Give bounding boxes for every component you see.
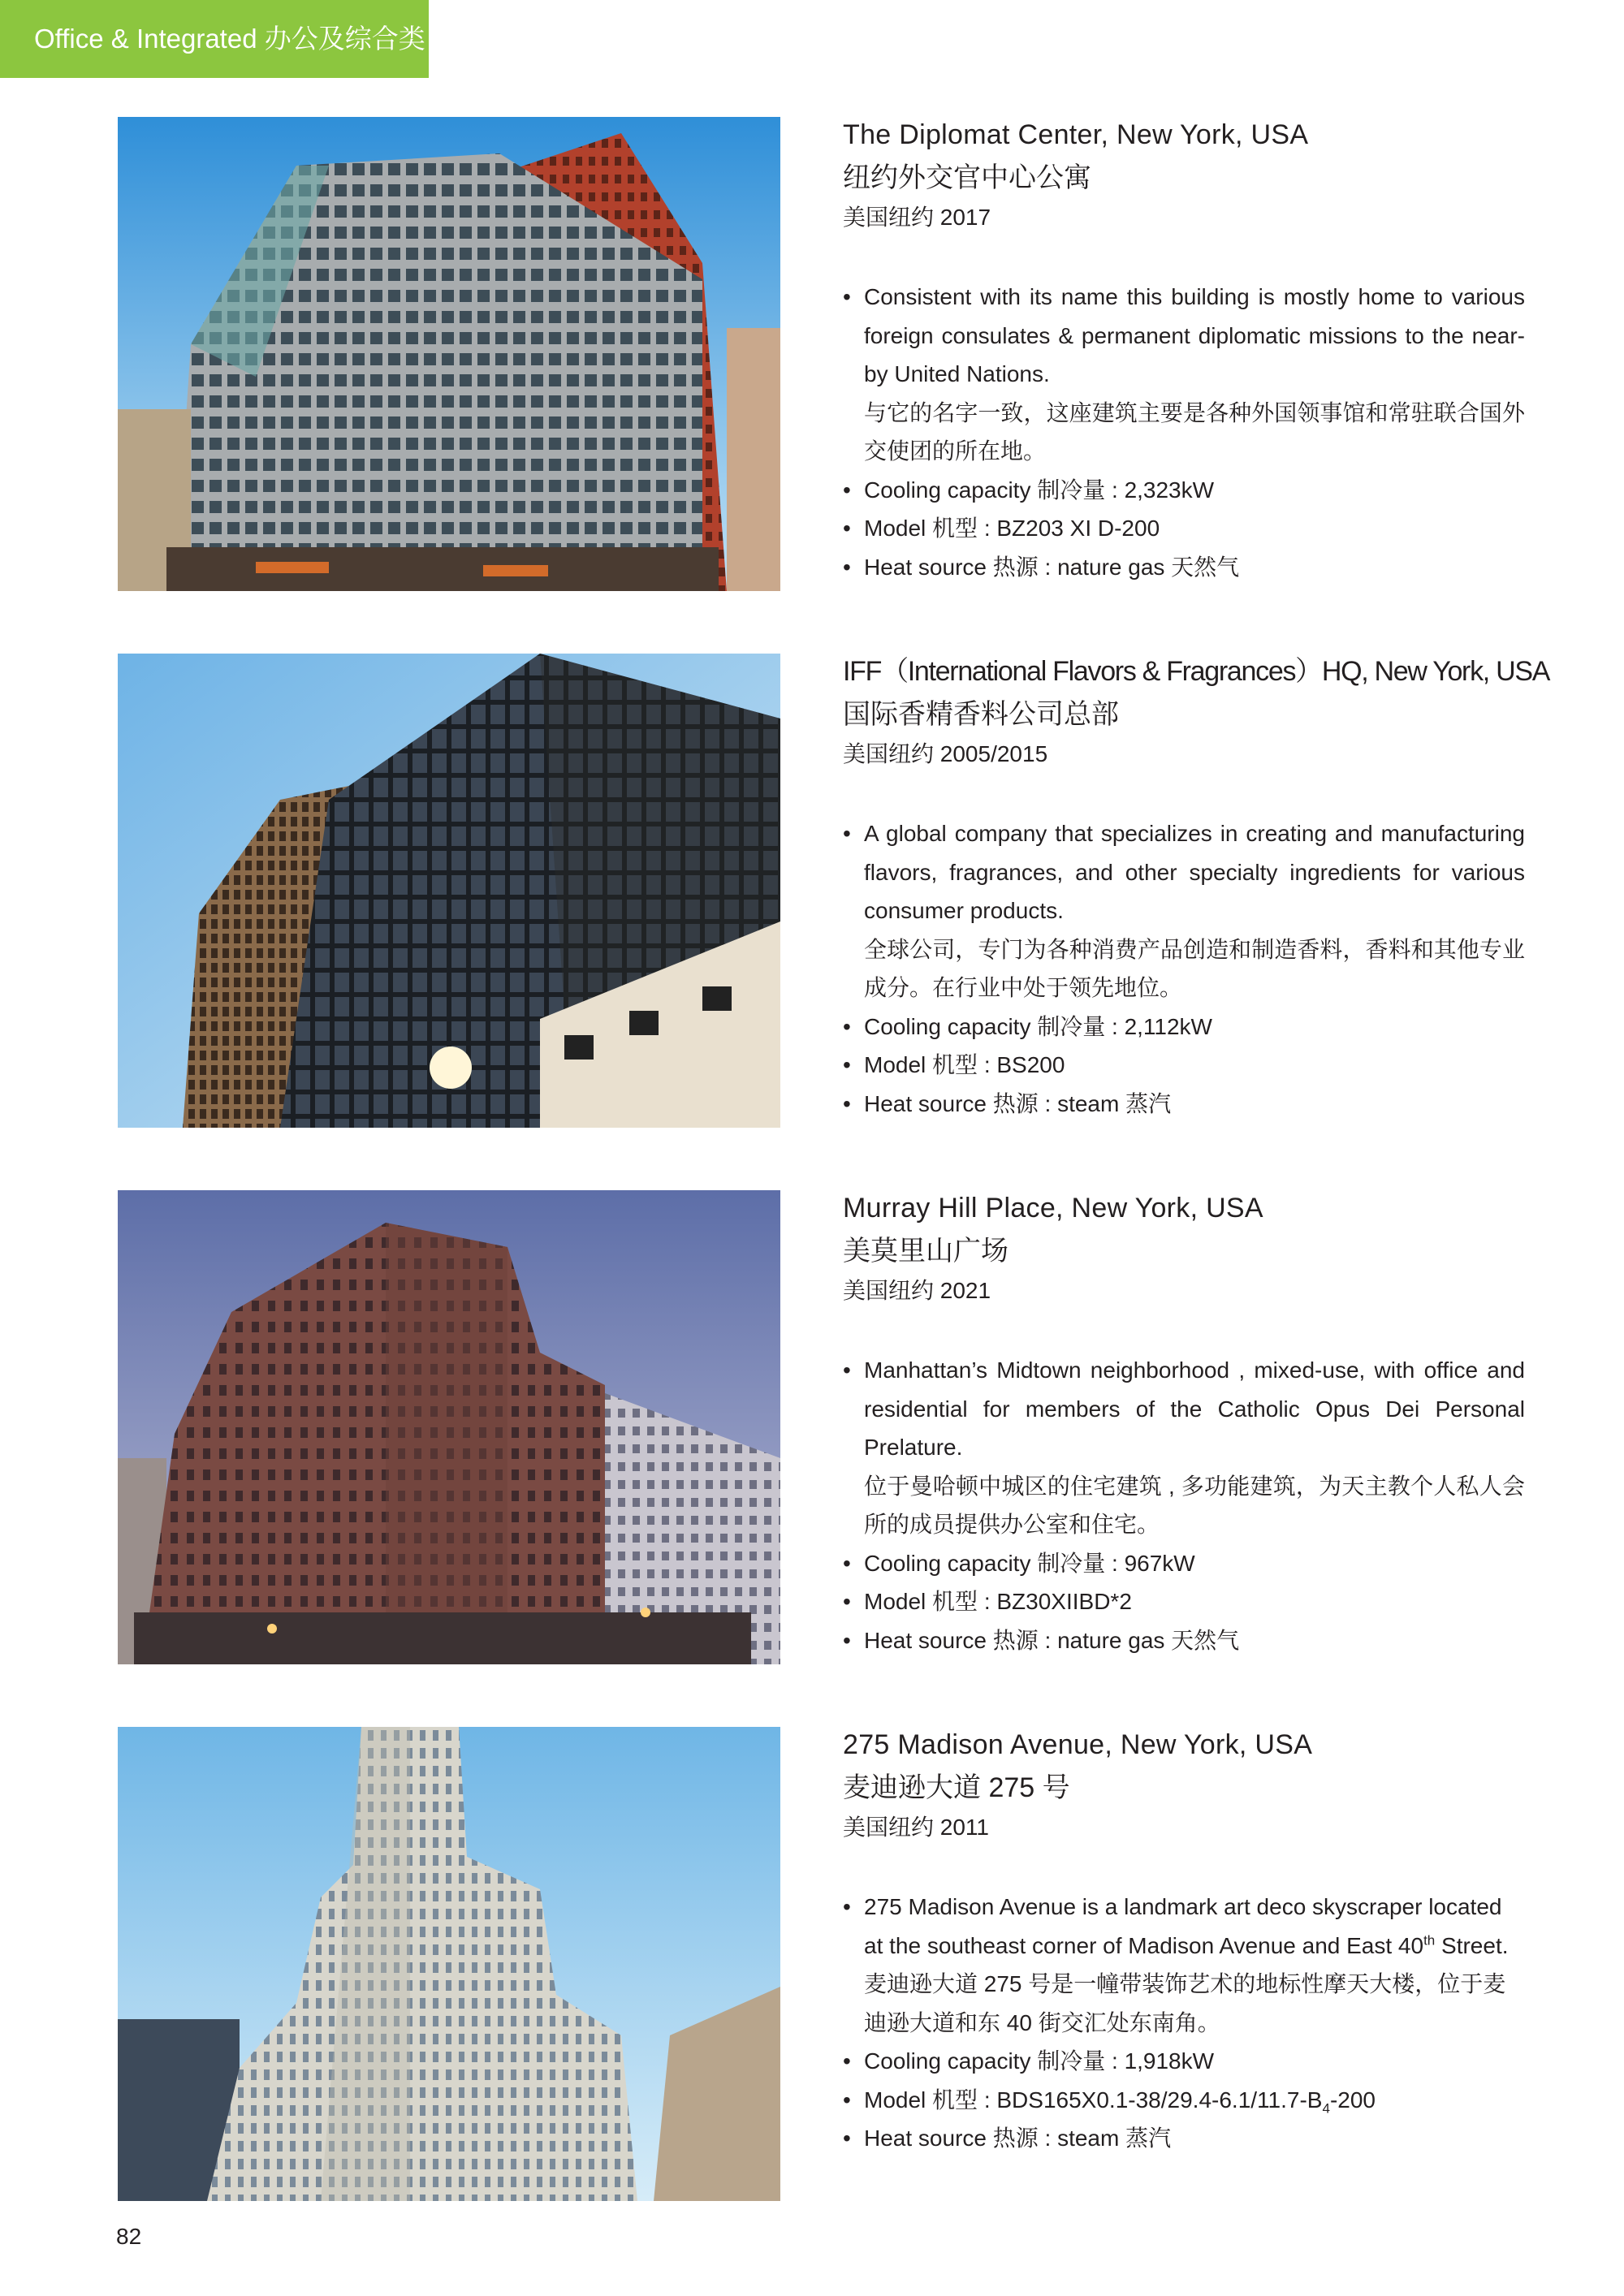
category-tag: Office & Integrated 办公及综合类 (0, 0, 429, 78)
project-info (843, 117, 1525, 586)
project-location-year: 美国纽约 2005/2015 (843, 741, 1048, 766)
building-photo (118, 654, 780, 1128)
building-photo-icon (118, 117, 780, 591)
project-location-year: 美国纽约 2021 (843, 1278, 991, 1303)
project-title-cn: 纽约外交官中心公寓 (843, 162, 1091, 193)
project-block (0, 1727, 1624, 2201)
project-title-en: 275 Madison Avenue, New York, USA (843, 1729, 1313, 1760)
description-cn: 麦迪逊大道 275 号是一幢带装饰艺术的地标性摩天大楼，位于麦迪逊大道和东 40 街交汇处东南角。 (864, 1971, 1506, 2035)
project-block (0, 117, 1624, 591)
cooling-capacity: • Cooling capacity 制冷量 : 967kW (843, 1544, 1525, 1583)
building-photo (118, 117, 780, 591)
model-subscript: 4 (1322, 2100, 1330, 2117)
description-cn: 全球公司，专门为各种消费产品创造和制造香料，香料和其他专业成分。在行业中处于领先地位。 (864, 936, 1525, 1000)
description-en: • A global company that specializes in creating and manufacturing flavors, fragrances, and other specialty ingredients for various consumer products. (843, 814, 1525, 930)
model: • Model 机型 : BS200 (843, 1046, 1525, 1085)
model-text: Model 机型 : BDS165X0.1-38/29.4-6.1/11.7-B (864, 2087, 1323, 2113)
description-en-text: 275 Madison Avenue is a landmark art deco skyscraper located at the southeast corner of Madison Avenue and East 40 (864, 1894, 1502, 1958)
cooling-capacity: • Cooling capacity 制冷量 : 2,112kW (843, 1008, 1525, 1047)
project-info (843, 1190, 1525, 1659)
project-block (0, 654, 1624, 1128)
description-en-tail: Street. (1435, 1932, 1509, 1958)
project-info (843, 1727, 1525, 2158)
building-photo-icon (118, 1190, 780, 1664)
project-details (843, 278, 1525, 586)
page-number: 82 (116, 2224, 142, 2249)
project-block (0, 1190, 1624, 1664)
heat-source: • Heat source 热源 : nature gas 天然气 (843, 548, 1525, 587)
project-info (843, 654, 1550, 1123)
project-title-en: The Diplomat Center, New York, USA (843, 119, 1309, 150)
model: • Model 机型 : BZ30XIIBD*2 (843, 1582, 1525, 1621)
building-photo-icon (118, 654, 780, 1128)
heat-source: • Heat source 热源 : steam 蒸汽 (843, 2119, 1525, 2158)
description-en: • Manhattan’s Midtown neighborhood , mixed-use, with office and residential for members of the Catholic Opus Dei Personal Prelature. (843, 1351, 1525, 1467)
description-en (843, 1888, 1525, 1965)
model (843, 2081, 1525, 2120)
description-cn: 与它的名字一致，这座建筑主要是各种外国领事馆和常驻联合国外交使团的所在地。 (864, 399, 1525, 464)
project-details (843, 814, 1525, 1123)
building-photo-icon (118, 1727, 780, 2201)
heat-source: • Heat source 热源 : steam 蒸汽 (843, 1085, 1525, 1124)
building-photo (118, 1727, 780, 2201)
project-location-year: 美国纽约 2017 (843, 205, 991, 230)
description-en: • Consistent with its name this building is mostly home to various foreign consulates & permanent diplomatic missions to the near-by United Nations. (843, 278, 1525, 394)
model-tail: -200 (1329, 2087, 1376, 2113)
project-title-cn: 美莫里山广场 (843, 1236, 1009, 1267)
ordinal-suffix: th (1423, 1932, 1436, 1949)
description-cn: 位于曼哈顿中城区的住宅建筑 , 多功能建筑，为天主教个人私人会所的成员提供办公室和住宅。 (864, 1473, 1525, 1537)
project-title-cn: 国际香精香料公司总部 (843, 699, 1119, 730)
project-title-en: Murray Hill Place, New York, USA (843, 1193, 1263, 1224)
project-details (843, 1351, 1525, 1659)
cooling-capacity: • Cooling capacity 制冷量 : 2,323kW (843, 471, 1525, 510)
heat-source: • Heat source 热源 : nature gas 天然气 (843, 1621, 1525, 1660)
cooling-capacity: • Cooling capacity 制冷量 : 1,918kW (843, 2042, 1525, 2081)
model: • Model 机型 : BZ203 XI D-200 (843, 509, 1525, 548)
project-location-year: 美国纽约 2011 (843, 1815, 989, 1840)
project-title-cn: 麦迪逊大道 275 号 (843, 1772, 1070, 1803)
project-title-en: IFF（International Flavors & Fragrances）HQ, New York, USA (843, 656, 1550, 687)
building-photo (118, 1190, 780, 1664)
project-details (843, 1888, 1525, 2158)
